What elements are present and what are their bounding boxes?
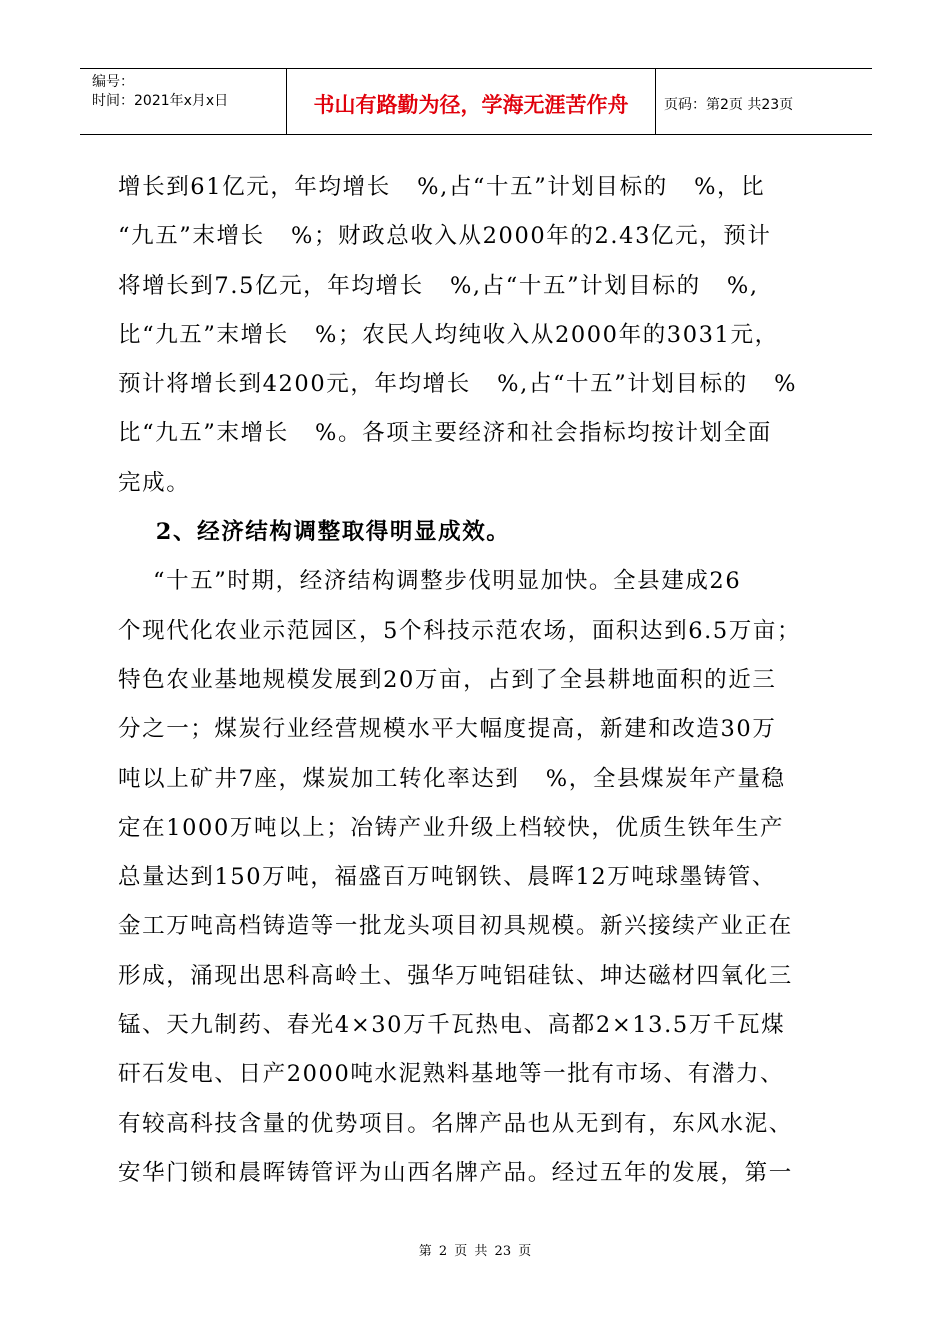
body-line: 比“九五”末增长 %；农民人均纯收入从2000年的3031元， (118, 321, 779, 348)
body-line: 金工万吨高档铸造等一批龙头项目初具规模。新兴接续产业正在 (118, 913, 793, 940)
body-line: 完成。 (118, 469, 191, 496)
header-meta (80, 69, 286, 134)
page-header (80, 68, 872, 135)
body-line: 预计将增长到4200元，年均增长 %,占“十五”计划目标的 % (118, 371, 798, 398)
doc-date-label: 时间：2021年x月x日 (92, 93, 229, 109)
body-line: “九五”末增长 %；财政总收入从2000年的2.43亿元，预计 (118, 223, 772, 250)
body-line: “十五”时期，经济结构调整步伐明显加快。全县建成26 (118, 568, 742, 595)
body-line: 矸石发电、日产2000吨水泥熟料基地等一批有市场、有潜力、 (118, 1061, 785, 1088)
body-line: 个现代化农业示范园区，5个科技示范农场，面积达到6.5万亩； (118, 617, 802, 644)
page-footer: 第 2 页 共 23 页 (418, 1244, 532, 1259)
body-line: 定在1000万吨以上；冶铸产业升级上档较快，优质生铁年生产 (118, 814, 785, 841)
body-line: 安华门锁和晨晖铸管评为山西名牌产品。经过五年的发展，第一 (118, 1159, 793, 1186)
document-body (118, 163, 838, 1198)
body-line: 比“九五”末增长 %。各项主要经济和社会指标均按计划全面 (118, 420, 772, 447)
body-line: 将增长到7.5亿元，年均增长 %,占“十五”计划目标的 %, (118, 272, 759, 299)
body-line: 分之一；煤炭行业经营规模水平大幅度提高，新建和改造30万 (118, 716, 777, 743)
body-line: 增长到61亿元，年均增长 %,占“十五”计划目标的 %，比 (118, 174, 766, 200)
body-line: 总量达到150万吨，福盛百万吨钢铁、晨晖12万吨球墨铸管、 (118, 864, 776, 891)
header-page-info: 页码：第2页 共23页 (664, 96, 794, 113)
body-line: 锰、天九制药、春光4×30万千瓦热电、高都2×13.5万千瓦煤 (118, 1012, 786, 1039)
section-heading: 2、经济结构调整取得明显成效。 (118, 519, 511, 546)
body-line: 有较高科技含量的优势项目。名牌产品也从无到有，东风水泥、 (118, 1110, 793, 1137)
body-line: 特色农业基地规模发展到20万亩，占到了全县耕地面积的近三 (118, 666, 777, 693)
header-motto: 书山有路勤为径，学海无涯苦作舟 (286, 69, 656, 134)
body-line: 吨以上矿井7座，煤炭加工转化率达到 %，全县煤炭年产量稳 (118, 765, 786, 792)
doc-code-label: 编号： (92, 74, 134, 90)
body-line: 形成，涌现出思科高岭土、强华万吨铝硅钛、坤达磁材四氧化三 (118, 962, 793, 989)
